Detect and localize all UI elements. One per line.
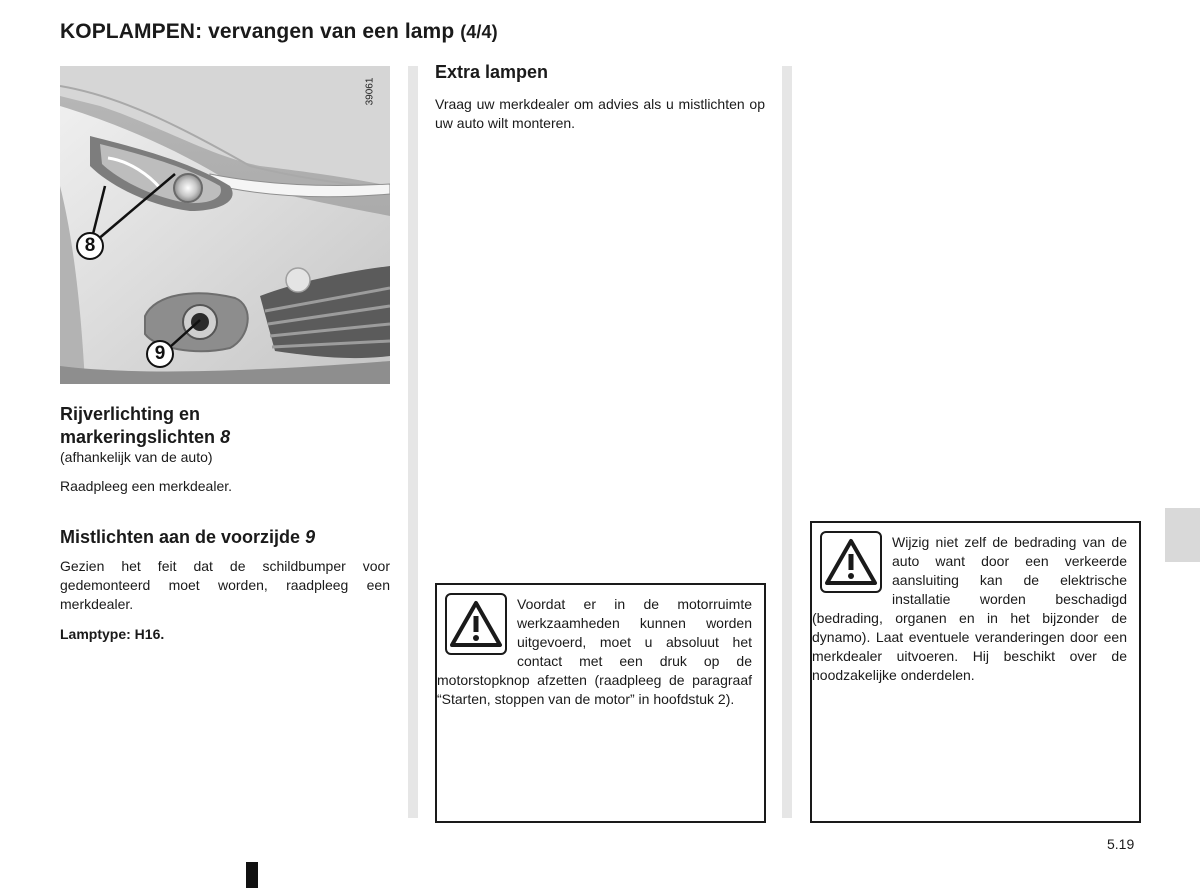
section-heading-line2-text: markeringslichten	[60, 427, 216, 447]
warning-text-engine: Voordat er in de motorruimte werkzaamheden kunnen worden uitgevoerd, moet u absoluut het contact met een druk op de motorstopknop afzetten (raadpleeg de paragraaf “Starten, stoppen van de motor” in hoofdstuk 2).	[437, 596, 752, 707]
column-divider-left	[408, 66, 418, 818]
warning-triangle-icon	[445, 593, 507, 655]
section-body-extra-lamps: Vraag uw merkdealer om advies als u mistlichten op uw auto wilt monteren.	[435, 96, 765, 131]
callout-8: 8	[76, 232, 104, 260]
warning-box-wiring	[810, 521, 1141, 823]
figure-code-text: 39061	[364, 77, 376, 106]
figure-code	[364, 74, 384, 114]
section-heading-extra-lamps: Extra lampen	[435, 62, 549, 82]
section-heading-driving-lights	[60, 403, 230, 449]
section-ref-9: 9	[305, 527, 316, 547]
section-heading-fog-lights	[60, 526, 315, 549]
section-note: (afhankelijk van de auto)	[60, 449, 213, 465]
section-heading-line2	[60, 426, 230, 449]
page-title-text: KOPLAMPEN: vervangen van een lamp	[60, 20, 455, 43]
page-title-part: (4/4)	[460, 22, 498, 42]
section-body-driving-lights: Raadpleeg een merkdealer.	[60, 478, 233, 494]
callout-9: 9	[146, 340, 174, 368]
chapter-tab	[1165, 508, 1200, 562]
page-title	[60, 20, 498, 44]
car-front-illustration	[60, 66, 390, 384]
warning-text-wiring: Wijzig niet zelf de bedrading van de auto want door een verkeerde aansluiting kan de elektrische installatie worden beschadigd (bedrading, organen en in het bijzonder de dynamo). Laat eventuele veranderingen door een merkdealer uitvoeren. Hij beschikt over de noodzakelijke onderdelen.	[812, 534, 1127, 683]
lamp-type: Lamptype: H16.	[60, 626, 165, 642]
column-divider-right	[782, 66, 792, 818]
section-heading-fog-text: Mistlichten aan de voorzijde	[60, 527, 301, 547]
warning-triangle-icon	[820, 531, 882, 593]
crop-mark	[246, 862, 258, 888]
warning-box-engine	[435, 583, 766, 823]
section-ref-8: 8	[220, 427, 231, 447]
car-front-figure	[60, 66, 390, 384]
section-heading-line1: Rijverlichting en	[60, 404, 201, 424]
page-number: 5.19	[1107, 836, 1135, 852]
section-body-fog-lights: Gezien het feit dat de schildbumper voor gedemonteerd moet worden, raadpleeg een merkdealer.	[60, 558, 390, 612]
